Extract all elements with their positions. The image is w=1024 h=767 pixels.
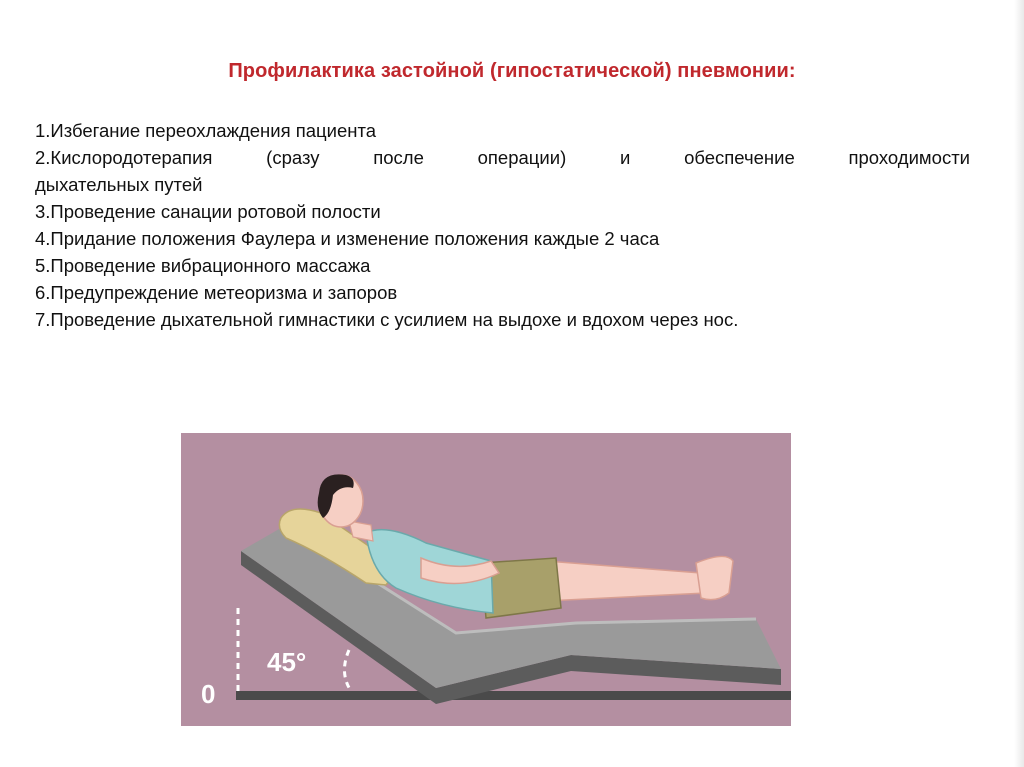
list-item: 1.Избегание переохлаждения пациента — [35, 120, 377, 141]
zero-label: 0 — [201, 679, 216, 709]
list-item: 2.Кислородотерапия (сразу после операции) и обеспечение проходимости — [35, 147, 970, 168]
list-item: 7.Проведение дыхательной гимнастики с усилием на выдохе и вдохом через нос. — [35, 309, 739, 330]
patient-feet — [696, 556, 733, 599]
angle-label: 45° — [267, 647, 307, 677]
list-item: 3.Проведение санации ротовой полости — [35, 201, 381, 222]
list-item: 4.Придание положения Фаулера и изменение положения каждые 2 часа — [35, 228, 660, 249]
slide-title: Профилактика застойной (гипостатической) пневмонии: — [228, 60, 796, 82]
fowler-position-drawing — [181, 433, 791, 726]
prevention-list — [35, 117, 970, 333]
list-item: 5.Проведение вибрационного массажа — [35, 255, 371, 276]
angle-arc — [344, 650, 351, 691]
list-item: 6.Предупреждение метеоризма и запоров — [35, 282, 398, 303]
patient-legs — [546, 561, 706, 601]
floor-line — [236, 691, 791, 700]
list-item-continuation: дыхательных путей — [35, 174, 203, 195]
fowler-position-illustration — [181, 433, 791, 726]
slide-edge-shadow — [1014, 0, 1024, 767]
